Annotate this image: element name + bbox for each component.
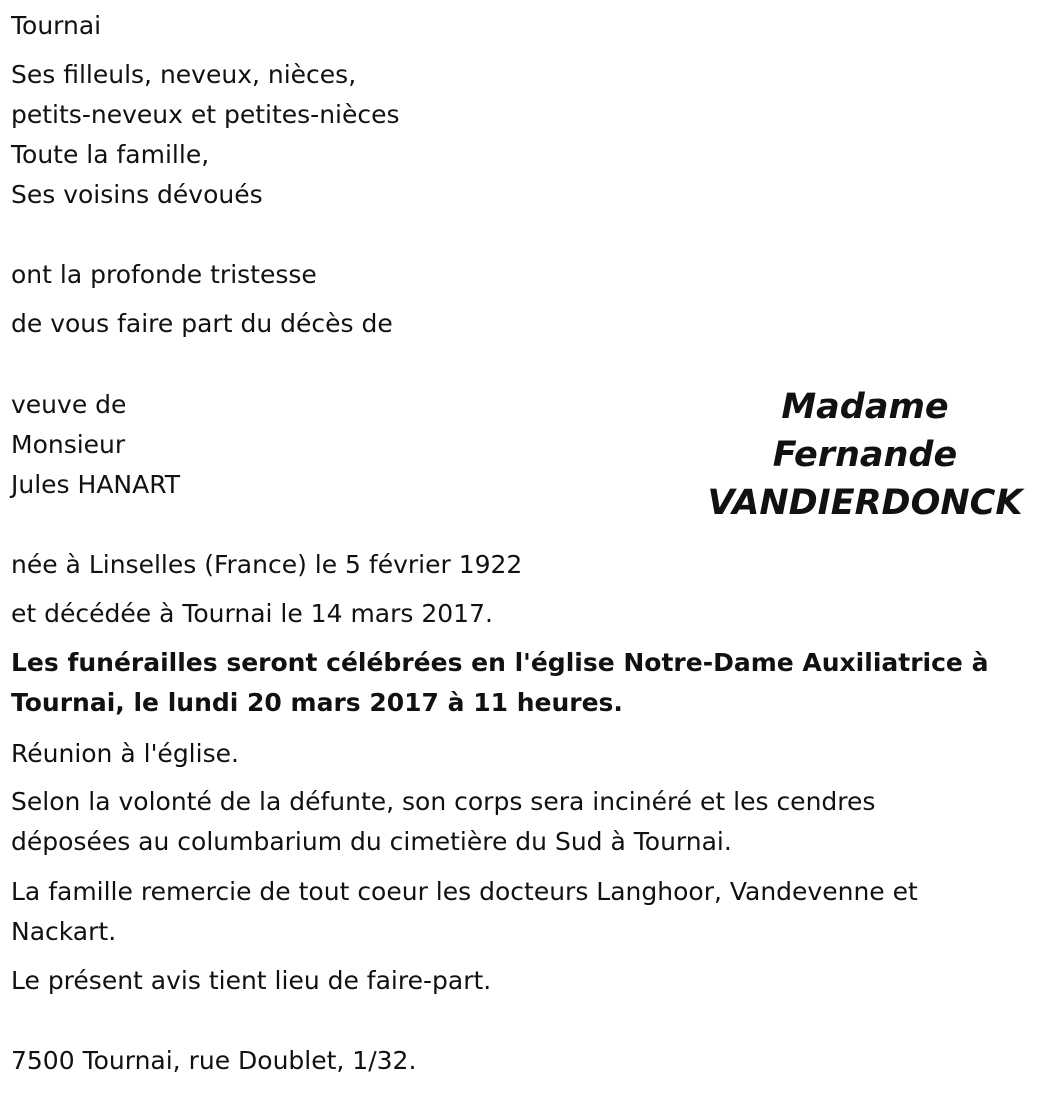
death-line: et décédée à Tournai le 14 mars 2017. — [11, 599, 493, 628]
announcement-line: de vous faire part du décès de — [11, 309, 393, 338]
cremation-line: déposées au columbarium du cimetière du Sud à Tournai. — [11, 827, 732, 856]
announcement-line: ont la profonde tristesse — [11, 260, 317, 289]
address-line: 7500 Tournai, rue Doublet, 1/32. — [11, 1046, 417, 1075]
location-heading: Tournai — [11, 11, 102, 40]
cremation-line: Selon la volonté de la défunte, son corps sera incinéré et les cendres — [11, 787, 876, 816]
thanks-line: Nackart. — [11, 917, 117, 946]
thanks-line: La famille remercie de tout coeur les docteurs Langhoor, Vandevenne et — [11, 877, 918, 906]
deceased-first-name: Fernande — [772, 435, 958, 475]
family-line: Ses voisins dévoués — [11, 180, 263, 209]
deceased-last-name: VANDIERDONCK — [707, 483, 1023, 523]
funeral-line: Tournai, le lundi 20 mars 2017 à 11 heures. — [11, 688, 623, 717]
notice-line: Le présent avis tient lieu de faire-part. — [11, 966, 492, 995]
widow-line: Jules HANART — [11, 470, 181, 499]
family-line: petits-neveux et petites-nièces — [11, 100, 400, 129]
family-line: Toute la famille, — [11, 140, 210, 169]
funeral-line: Les funérailles seront célébrées en l'église Notre-Dame Auxiliatrice à — [11, 648, 989, 677]
deceased-title: Madame — [781, 387, 949, 427]
widow-line: veuve de — [11, 390, 127, 419]
widow-line: Monsieur — [11, 430, 126, 459]
birth-line: née à Linselles (France) le 5 février 1922 — [11, 550, 523, 579]
deceased-name — [685, 383, 1045, 527]
meeting-line: Réunion à l'église. — [11, 739, 239, 768]
family-line: Ses filleuls, neveux, nièces, — [11, 60, 357, 89]
